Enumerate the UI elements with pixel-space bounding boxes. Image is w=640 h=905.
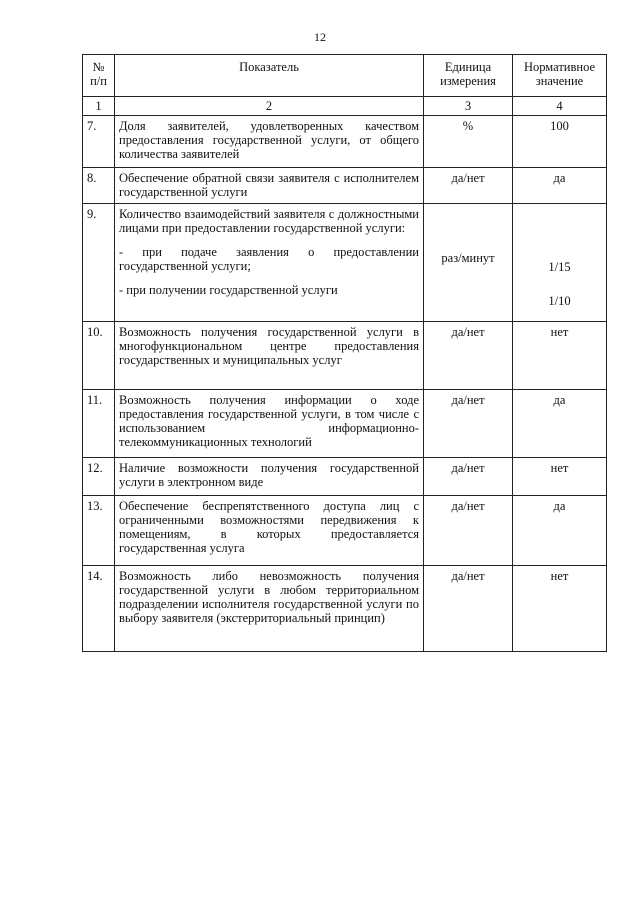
row-num: 14. bbox=[83, 566, 115, 652]
row-indicator: Обеспечение беспрепятственного доступа лиц с ограниченными возможностями передвижения к помещениям, в которых предоставляется государственная услуга bbox=[115, 496, 424, 566]
row-unit: да/нет bbox=[424, 458, 513, 496]
column-number: 1 bbox=[83, 97, 115, 116]
row-indicator bbox=[115, 204, 424, 322]
table-row bbox=[83, 168, 607, 204]
column-number: 3 bbox=[424, 97, 513, 116]
row-indicator-sub-b: - при получении государственной услуги bbox=[119, 283, 338, 297]
row-indicator: Наличие возможности получения государственной услуги в электронном виде bbox=[115, 458, 424, 496]
row-unit: да/нет bbox=[424, 496, 513, 566]
table-row bbox=[83, 458, 607, 496]
column-number: 4 bbox=[513, 97, 607, 116]
row-indicator: Возможность получения информации о ходе предоставления государственной услуги, в том числе с использованием информационно-телекоммуникационных технологий bbox=[115, 390, 424, 458]
row-unit: да/нет bbox=[424, 322, 513, 390]
row-norm: 100 bbox=[513, 116, 607, 168]
row-indicator-sub-a: - при подаче заявления о предоставлении государственной услуги; bbox=[119, 245, 419, 273]
row-norm: нет bbox=[513, 458, 607, 496]
row-norm: да bbox=[513, 496, 607, 566]
row-indicator: Обеспечение обратной связи заявителя с исполнителем государственной услуги bbox=[115, 168, 424, 204]
table-row bbox=[83, 496, 607, 566]
row-num: 10. bbox=[83, 322, 115, 390]
row-norm bbox=[513, 204, 607, 322]
row-num: 12. bbox=[83, 458, 115, 496]
row-unit: да/нет bbox=[424, 168, 513, 204]
table-row bbox=[83, 390, 607, 458]
row-indicator: Возможность либо невозможность получения государственной услуги в любом территориальном подразделении исполнителя государственной услуги по выбору заявителя (экстерриториальный принцип) bbox=[115, 566, 424, 652]
row-unit bbox=[424, 204, 513, 322]
row-norm: да bbox=[513, 168, 607, 204]
row-unit: % bbox=[424, 116, 513, 168]
row-num: 8. bbox=[83, 168, 115, 204]
row-unit: да/нет bbox=[424, 390, 513, 458]
row-unit: да/нет bbox=[424, 566, 513, 652]
row-num: 7. bbox=[83, 116, 115, 168]
row-num: 11. bbox=[83, 390, 115, 458]
table-row bbox=[83, 116, 607, 168]
row-indicator: Возможность получения государственной услуги в многофункциональном центре предоставления государственных и муниципальных услуг bbox=[115, 322, 424, 390]
table-row bbox=[83, 322, 607, 390]
row-norm-a: 1/15 bbox=[548, 260, 571, 274]
table-row bbox=[83, 566, 607, 652]
column-numbers-row bbox=[83, 97, 607, 116]
header-indicator: Показатель bbox=[115, 55, 424, 97]
row-num: 13. bbox=[83, 496, 115, 566]
column-number: 2 bbox=[115, 97, 424, 116]
header-norm: Нормативное значение bbox=[513, 55, 607, 97]
row-norm: да bbox=[513, 390, 607, 458]
row-indicator-main: Количество взаимодействий заявителя с должностными лицами при предоставлении государственной услуги: bbox=[119, 207, 419, 235]
row-unit-value: раз/минут bbox=[441, 251, 495, 265]
row-norm-b: 1/10 bbox=[548, 294, 571, 308]
header-num: № п/п bbox=[83, 55, 115, 97]
indicators-table bbox=[82, 54, 607, 652]
table-row bbox=[83, 204, 607, 322]
table-header-row bbox=[83, 55, 607, 97]
row-norm: нет bbox=[513, 322, 607, 390]
page-number: 12 bbox=[314, 30, 326, 44]
row-norm: нет bbox=[513, 566, 607, 652]
header-unit: Единица измерения bbox=[424, 55, 513, 97]
row-indicator: Доля заявителей, удовлетворенных качеством предоставления государственной услуги, от общего количества заявителей bbox=[115, 116, 424, 168]
row-num: 9. bbox=[83, 204, 115, 322]
